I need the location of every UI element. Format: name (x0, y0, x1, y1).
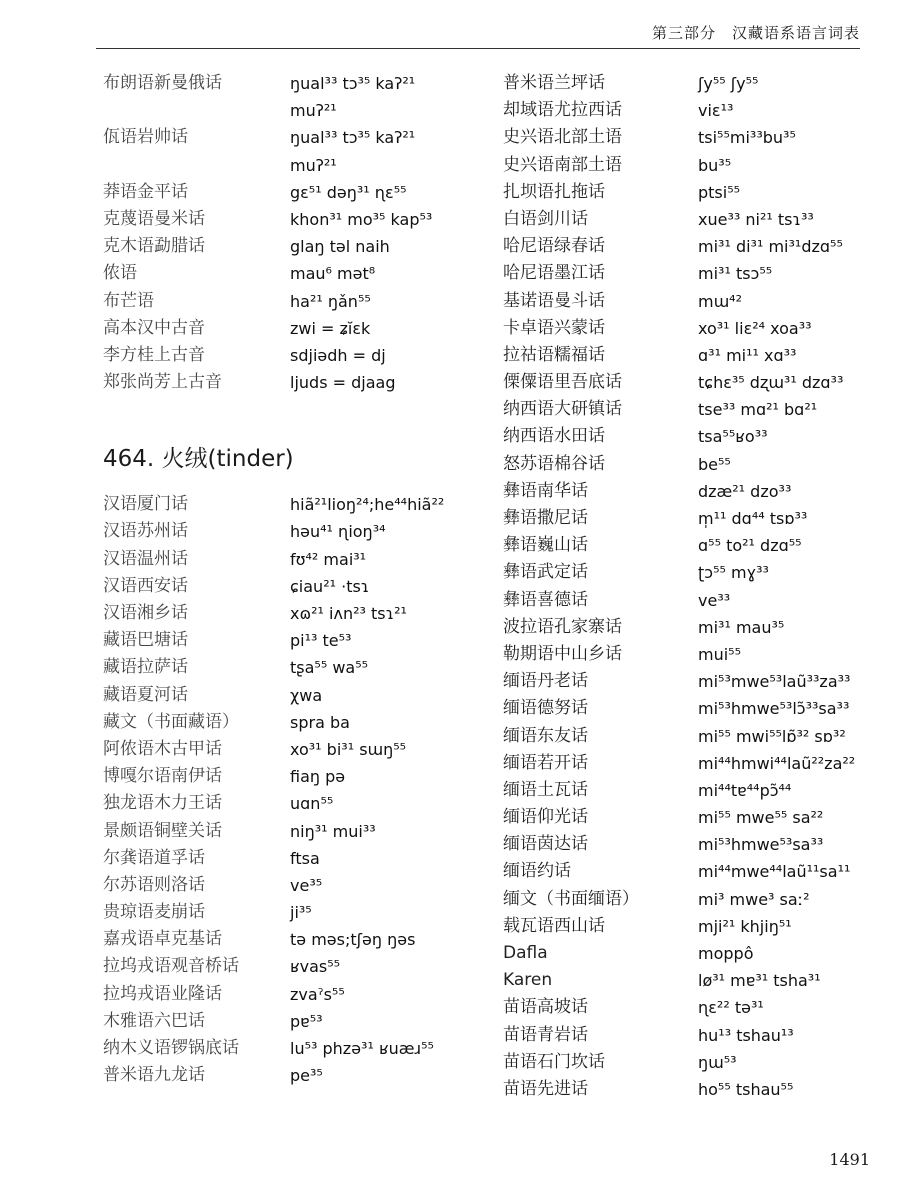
entry-row (503, 70, 883, 97)
header-title: 汉藏语系语言词表 (731, 24, 860, 42)
entry-row (503, 260, 883, 287)
word-form: ʈɔ⁵⁵ mɣ³³ (698, 563, 769, 583)
entry-row (503, 1076, 883, 1103)
entry-row (103, 152, 498, 179)
entry-row (503, 124, 883, 151)
entry-row (503, 97, 883, 124)
right-column (503, 70, 883, 1103)
word-form: mau⁶ mət⁸ (290, 264, 376, 284)
language-name: 勒期语中山乡话 (503, 643, 622, 664)
entry-row (103, 288, 498, 315)
left-bottom-entries (103, 491, 498, 1089)
entry-row (503, 315, 883, 342)
entry-row (103, 1035, 498, 1062)
entry-row (103, 763, 498, 790)
word-form: dzæ²¹ dzo³³ (698, 481, 792, 501)
page-number: 1491 (829, 1150, 870, 1169)
entry-row (103, 70, 498, 97)
entry-row (503, 668, 883, 695)
language-name: 傈僳语里吾底话 (503, 372, 622, 393)
word-form: uɑn⁵⁵ (290, 794, 334, 814)
word-form: be⁵⁵ (698, 454, 731, 474)
entry-row (503, 1022, 883, 1049)
entry-row (103, 206, 498, 233)
language-name: 汉语湘乡话 (103, 603, 188, 623)
entry-row (503, 206, 883, 233)
language-name: 彝语武定话 (503, 562, 588, 583)
language-name: 克木语勐腊话 (103, 236, 205, 257)
entry-row (103, 1062, 498, 1089)
word-form: tʂa⁵⁵ wa⁵⁵ (290, 658, 369, 678)
entry-row (503, 233, 883, 260)
language-name: 缅语东友话 (503, 725, 588, 746)
word-form: tsi⁵⁵mi³³bu³⁵ (698, 128, 796, 148)
entry-row (103, 953, 498, 980)
entry-row (503, 152, 883, 179)
language-name: 纳西语水田话 (503, 426, 605, 447)
language-name: 哈尼语绿春话 (503, 236, 605, 257)
word-form: ʃy⁵⁵ ʃy⁵⁵ (698, 74, 759, 93)
word-form: χwa (290, 685, 323, 705)
language-name: 高本汉中古音 (103, 317, 205, 338)
language-name: 汉语温州话 (103, 548, 188, 569)
entry-row (503, 831, 883, 858)
entry-row (503, 913, 883, 940)
entry-row (103, 179, 498, 206)
entry-row (503, 940, 883, 967)
entry-row (103, 926, 498, 953)
entry-row (503, 587, 883, 614)
language-name: 郑张尚芳上古音 (103, 372, 222, 393)
word-form: mi⁴⁴mwe⁴⁴laũ¹¹sa¹¹ (698, 862, 851, 882)
header-part: 第三部分 (651, 24, 716, 42)
language-name: 纳西语大研镇话 (503, 399, 622, 420)
language-name: 缅文（书面缅语） (503, 888, 639, 909)
word-form: ha²¹ ŋǎn⁵⁵ (290, 291, 371, 311)
entry-row (103, 342, 498, 369)
entry-row (503, 559, 883, 586)
entry-row (103, 260, 498, 287)
language-name: 莽语金平话 (103, 181, 188, 202)
language-name: 藏语巴塘话 (103, 630, 188, 651)
entry-row (103, 573, 498, 600)
word-form: pe³⁵ (290, 1066, 323, 1086)
word-form: viɛ¹³ (698, 101, 734, 121)
entry-row (103, 845, 498, 872)
word-form: mi⁵⁵ mwi⁵⁵lɒ̃³² sɒ³² (698, 726, 846, 746)
language-name: 独龙语木力王话 (103, 793, 222, 814)
entry-row (103, 981, 498, 1008)
entry-row (503, 614, 883, 641)
word-form: xue³³ ni²¹ tsɿ³³ (698, 209, 814, 229)
language-name: 普米语兰坪话 (503, 73, 605, 93)
word-form: ŋual³³ tɔ³⁵ kaʔ²¹ (290, 74, 416, 93)
entry-row (503, 505, 883, 532)
entry-row (103, 899, 498, 926)
word-form: zvaˀs⁵⁵ (290, 984, 345, 1004)
language-name: Dafla (503, 943, 548, 963)
word-form: ʁvas⁵⁵ (290, 957, 341, 977)
word-form: moppô (698, 944, 754, 963)
word-form: mi³¹ tsɔ⁵⁵ (698, 264, 773, 284)
word-form: m̩¹¹ dɑ⁴⁴ tsɒ³³ (698, 509, 808, 528)
word-form: muʔ²¹ (290, 101, 337, 121)
language-name: 布朗语新曼俄话 (103, 73, 222, 93)
entry-row (103, 315, 498, 342)
word-form: ɕiau²¹ ·tsɿ (290, 576, 370, 596)
language-name: 彝语南华话 (503, 480, 588, 501)
language-name: 缅语仰光话 (503, 807, 588, 828)
word-form: mi³ mwe³ saː² (698, 889, 810, 909)
language-name: 史兴语南部土语 (503, 154, 622, 175)
word-form: pɐ⁵³ (290, 1011, 323, 1031)
word-form: spra ba (290, 712, 350, 732)
language-name: 汉语苏州话 (103, 521, 188, 542)
word-form: fʊ⁴² mai³¹ (290, 549, 367, 569)
language-name: 侬语 (103, 263, 137, 284)
language-name: 拉祜语糯福话 (503, 344, 605, 365)
word-form: ho⁵⁵ tshau⁵⁵ (698, 1079, 794, 1099)
word-form: mɯ⁴² (698, 291, 742, 311)
word-form: khon³¹ mo³⁵ kap⁵³ (290, 209, 433, 229)
word-form: hu¹³ tshau¹³ (698, 1025, 794, 1045)
entry-row (103, 682, 498, 709)
entry-row (103, 369, 498, 396)
entry-row (103, 124, 498, 151)
entry-row (503, 967, 883, 994)
word-form: lu⁵³ phzə³¹ ʁuæɹ⁵⁵ (290, 1039, 434, 1058)
word-form: xo³¹ bi³¹ sɯŋ⁵⁵ (290, 739, 407, 759)
language-name: 缅语约话 (503, 861, 571, 882)
word-form: mi⁵⁵ mwe⁵⁵ sa²² (698, 808, 824, 828)
language-name: 史兴语北部土语 (503, 127, 622, 148)
word-form: niŋ³¹ mui³³ (290, 821, 376, 841)
word-form: ŋɯ⁵³ (698, 1052, 737, 1072)
word-form: mi³¹ di³¹ mi³¹dzɑ⁵⁵ (698, 237, 843, 257)
language-name: 卡卓语兴蒙话 (503, 317, 605, 338)
entry-row (103, 233, 498, 260)
word-form: muʔ²¹ (290, 155, 337, 175)
language-name: 缅语德努话 (503, 698, 588, 719)
language-name: 纳木义语锣锅底话 (103, 1038, 239, 1058)
word-form: xo³¹ liɛ²⁴ xoa³³ (698, 318, 812, 338)
word-form: ɳɛ²² tə³¹ (698, 998, 764, 1018)
entry-row (503, 777, 883, 804)
entry-row (103, 1008, 498, 1035)
entry-row (503, 750, 883, 777)
word-form: ljuds = djaag (290, 373, 396, 393)
entry-row (503, 994, 883, 1021)
entry-row (503, 369, 883, 396)
word-form: xɷ²¹ iʌn²³ tsɿ²¹ (290, 604, 407, 623)
language-name: 嘉戎语卓克基话 (103, 929, 222, 950)
language-name: 苗语高坡话 (503, 997, 588, 1018)
language-name: 拉坞戎语观音桥话 (103, 956, 239, 977)
word-form: mi⁵³mwe⁵³laũ³³za³³ (698, 672, 851, 692)
word-form: mi⁴⁴hmwi⁴⁴laũ²²za²² (698, 753, 856, 773)
language-name: 缅语丹老话 (503, 671, 588, 692)
word-form: mi⁵³hmwe⁵³sa³³ (698, 835, 824, 855)
word-form: tsa⁵⁵ʁo³³ (698, 427, 768, 447)
entry-row (103, 654, 498, 681)
word-form: ve³³ (698, 590, 731, 610)
word-form: tɕhɛ³⁵ dʐɯ³¹ dzɑ³³ (698, 373, 844, 393)
left-column (103, 70, 498, 1089)
word-form: ji³⁵ (290, 903, 312, 923)
entry-row (503, 1049, 883, 1076)
entry-row (503, 396, 883, 423)
word-form: ptsi⁵⁵ (698, 182, 741, 202)
language-name: 苗语先进话 (503, 1078, 588, 1099)
word-form: sdjiədh = dj (290, 345, 386, 365)
language-name: 苗语青岩话 (503, 1024, 588, 1045)
entry-row (103, 818, 498, 845)
language-name: 基诺语曼斗话 (503, 290, 605, 311)
language-name: 佤语岩帅话 (103, 127, 188, 148)
word-form: lø³¹ mɐ³¹ tsha³¹ (698, 971, 821, 991)
word-form: ɑ³¹ mi¹¹ xɑ³³ (698, 345, 797, 365)
word-form: gɛ⁵¹ dəŋ³¹ ɳɛ⁵⁵ (290, 182, 407, 202)
entry-row (503, 342, 883, 369)
entry-row (503, 804, 883, 831)
language-name: 彝语喜德话 (503, 589, 588, 610)
entry-row (103, 491, 498, 518)
language-name: Karen (503, 970, 553, 991)
entry-row (103, 790, 498, 817)
entry-row (503, 179, 883, 206)
language-name: 藏文（书面藏语） (103, 711, 239, 732)
entry-row (503, 695, 883, 722)
left-top-entries (103, 70, 498, 396)
language-name: 白语剑川话 (503, 208, 588, 229)
word-form: ve³⁵ (290, 875, 323, 895)
entry-row (103, 97, 498, 124)
entry-row (103, 546, 498, 573)
language-name: 景颇语铜壁关话 (103, 820, 222, 841)
language-name: 缅语土瓦话 (503, 779, 588, 800)
language-name: 波拉语孔家寨话 (503, 616, 622, 637)
language-name: 藏语拉萨话 (103, 657, 188, 678)
running-header (96, 22, 860, 49)
entry-row (103, 872, 498, 899)
entry-row (503, 478, 883, 505)
entry-row (103, 709, 498, 736)
language-name: 彝语巍山话 (503, 535, 588, 556)
language-name: 阿侬语木古甲话 (103, 738, 222, 759)
word-form: ɑ⁵⁵ to²¹ dzɑ⁵⁵ (698, 536, 802, 556)
word-form: mi⁵³hmwe⁵³lɔ̃³³sa³³ (698, 699, 850, 719)
entry-row (103, 518, 498, 545)
word-form: hiã²¹lioŋ²⁴;he⁴⁴hiã²² (290, 495, 445, 515)
language-name: 汉语厦门话 (103, 494, 188, 515)
language-name: 拉坞戎语业隆话 (103, 983, 222, 1004)
language-name: 却域语尤拉西话 (503, 100, 622, 121)
language-name: 扎坝语扎拖话 (503, 181, 605, 202)
word-form: ftsa (290, 848, 320, 868)
language-name: 博嘎尔语南伊话 (103, 766, 222, 787)
entry-row (503, 451, 883, 478)
word-form: tse³³ mɑ²¹ bɑ²¹ (698, 400, 818, 420)
language-name: 彝语撒尼话 (503, 508, 588, 528)
right-entries (503, 70, 883, 1103)
word-form: fiaŋ pə (290, 767, 346, 787)
word-form: mji²¹ khjiŋ⁵¹ (698, 916, 792, 936)
word-form: mi³¹ mau³⁵ (698, 617, 785, 637)
entry-row (103, 627, 498, 654)
word-form: bu³⁵ (698, 155, 732, 175)
language-name: 木雅语六巴话 (103, 1010, 205, 1031)
word-form: ŋual³³ tɔ³⁵ kaʔ²¹ (290, 128, 416, 148)
entry-row (503, 423, 883, 450)
section-title: 464. 火绒(tinder) (103, 446, 294, 473)
entry-row (503, 641, 883, 668)
entry-row (103, 736, 498, 763)
language-name: 贵琼语麦崩话 (103, 902, 205, 923)
entry-row (503, 886, 883, 913)
entry-row (503, 858, 883, 885)
language-name: 尔苏语则洛话 (103, 874, 205, 895)
language-name: 怒苏语棉谷话 (503, 453, 605, 474)
language-name: 哈尼语墨江话 (503, 263, 605, 284)
word-form: glaŋ təl naih (290, 237, 390, 257)
word-form: pi¹³ te⁵³ (290, 631, 352, 651)
word-form: həu⁴¹ ɳioŋ³⁴ (290, 522, 386, 542)
language-name: 布芒语 (103, 290, 154, 311)
language-name: 载瓦语西山话 (503, 915, 605, 936)
word-form: zwi = ʑĭɛk (290, 318, 371, 338)
entry-row (503, 288, 883, 315)
word-form: tə məs;tʃəŋ ŋəs (290, 930, 416, 950)
language-name: 藏语夏河话 (103, 684, 188, 705)
word-form: mui⁵⁵ (698, 644, 741, 664)
language-name: 苗语石门坎话 (503, 1051, 605, 1072)
word-form: mi⁴⁴tɐ⁴⁴pɔ̃⁴⁴ (698, 780, 792, 800)
language-name: 缅语若开话 (503, 752, 588, 773)
language-name: 克蔑语曼米话 (103, 208, 205, 229)
language-name: 尔龚语道孚话 (103, 847, 205, 868)
entry-row (103, 600, 498, 627)
language-name: 普米语九龙话 (103, 1065, 205, 1086)
entry-row (503, 723, 883, 750)
language-name: 李方桂上古音 (103, 344, 205, 365)
language-name: 缅语茵达话 (503, 834, 588, 855)
entry-row (503, 532, 883, 559)
language-name: 汉语西安话 (103, 575, 188, 596)
